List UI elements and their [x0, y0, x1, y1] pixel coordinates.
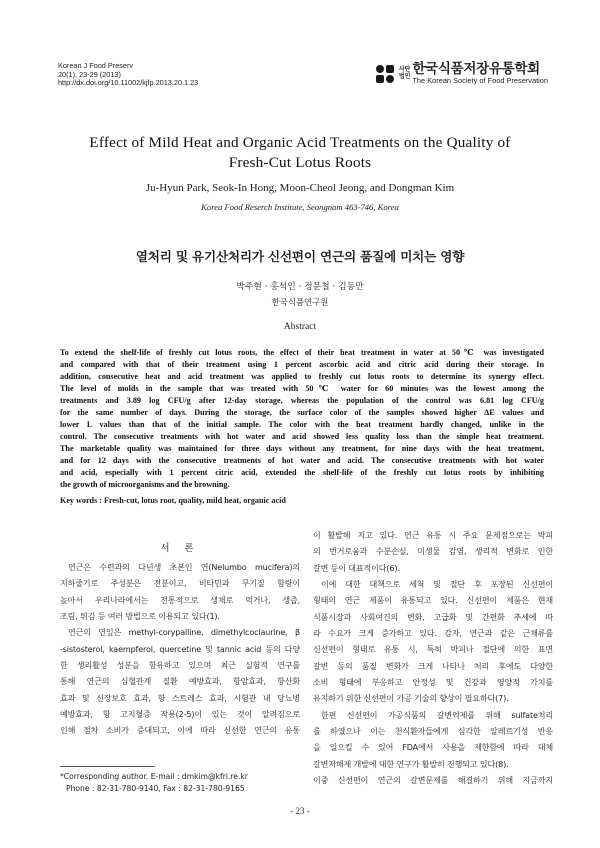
body-text-line: 을 일으킬 수 있어 FDA에서 사용을 제한함에 따라 대체 [313, 743, 553, 753]
body-text-line: 신선편이 형태로 유통 시, 특히 박피나 절단에 의한 표면 [313, 645, 553, 655]
footnote-contact: *Corresponding author. E-mail : dmkim@kfri.re.kr [60, 772, 248, 781]
body-text-line: 라 수요가 크게 증가하고 있다. 감자, 연근과 같은 근채류를 [313, 629, 553, 639]
body-text-line: 예방효과, 항 고지혈증 작용(2-5)이 있는 것이 알려짐으로 [60, 710, 300, 720]
body-text-line: 이에 대한 대책으로 세척 및 절단 후 포장된 신선편이 [321, 580, 553, 590]
paper-title-ko: 열처리 및 유기산처리가 신선편이 연근의 품질에 미치는 영향 [135, 249, 465, 264]
journal-doi: http://dx.doi.org/10.11002/kjfp.2013.20.1.23 [58, 78, 199, 88]
abstract-line: The marketable quality was maintained for three days without any treatment, for nine days with the heat treatment, [60, 444, 544, 453]
society-name-ko: 한국식품저장유통학회 [412, 61, 540, 77]
body-text-line: 통해 연근의 심혈관계 질환 예방효과, 항암효과, 항산화 [60, 677, 300, 687]
authors-ko: 박주현 · 홍석인 · 정문철 · 김동만 [236, 282, 364, 292]
body-text-line: 효과 및 신장보호 효과, 항 스트레스 효과, 시험관 내 당뇨병 [60, 693, 300, 703]
body-text-line: 연근의 연잎은 methyl-corypalline, dimethylcoclaurine, β [68, 628, 300, 638]
body-text-line: 갈변 등의 품질 변화가 크게 나타나 처리 후에도 다양한 [313, 661, 553, 671]
body-text-line: 이중 신선편이 연근의 갈변문제를 해결하기 위해 지금까지 [313, 776, 553, 786]
abstract-line: and acid, especially with 1 percent citric acid, extended the shelf-life of the freshly cut lotus roots by inhibiting [60, 468, 544, 477]
page-number: - 23 - [290, 806, 310, 816]
abstract-line: control. The consecutive treatments with hot water and acid showed less quality loss than the simple heat treatment. [60, 432, 544, 441]
affiliation-en: Korea Food Reserch Institute, Seongnam 463-746, Korea [201, 202, 399, 212]
keywords: Key words : Fresh-cut, lotus root, quality, mild heat, organic acid [60, 496, 286, 505]
paper-title [0, 133, 600, 173]
body-text-line: 형태의 연근 제품이 유통되고 있다. 신선편이 제품은 현재 [313, 596, 553, 606]
body-text-line: 의 번거로움과 수분손실, 미생물 감염, 생리적 변화로 인한 [313, 547, 553, 557]
journal-name: Korean J Food Preserv [58, 61, 134, 70]
body-text-line: 인해 점차 소비가 증대되고, 이에 따라 신선한 연근의 유통 [60, 726, 300, 736]
affiliation-ko: 한국식품연구원 [271, 297, 329, 307]
body-text-line: 이 활발해 지고 있다. 연근 유통 시 주요 문제점으로는 박피 [313, 531, 553, 540]
paper-title-line1: Effect of Mild Heat and Organic Acid Treatments on the Quality of [89, 134, 511, 151]
body-text-line: 를 하였으나 이는 천식환자들에게 심각한 알레르기성 반응 [313, 727, 553, 737]
paper-title-line2: Fresh-Cut Lotus Roots [228, 154, 372, 171]
section-heading-introduction: 서 론 [160, 543, 200, 554]
society-logo-block [374, 62, 548, 85]
footnote-divider [60, 766, 155, 767]
body-text-line: -sistosterol, kaempferol, quercetine 및 tannic acid 등의 다양 [60, 644, 300, 654]
body-text-line: 한 생리활성 성분을 함유하고 있으며 최근 실험적 연구를 [60, 661, 300, 671]
footnote [60, 771, 248, 794]
authors-en: Ju-Hyun Park, Seok-In Hong, Moon-Cheol Jeong, and Dongman Kim [145, 182, 455, 194]
society-logo-icon [374, 63, 396, 85]
journal-volume: 20(1), 23-29 (2013) [58, 69, 121, 79]
body-text-line: 갈변저해제 개발에 대한 연구가 활발히 진행되고 있다(8). [313, 759, 509, 769]
abstract-line: lower L values than that of the initial sample. The color with the heat treatment hardly changed, unlike in the [60, 420, 544, 429]
body-column-left [60, 560, 300, 740]
abstract-line: and for 12 days with the consecutive treatments of hot water and acid. The consecutive treatments with hot water [60, 456, 544, 465]
abstract-line: for the same number of days. During the storage, the surface color of the samples showed higher ΔE values and [60, 408, 544, 417]
abstract-body [60, 347, 544, 491]
abstract-line: The level of molds in the sample that was treated with 50℃ water for 60 minutes was the lowest among the [60, 384, 544, 393]
journal-info [58, 62, 198, 88]
body-text-line: 연근은 수련과의 다년생 초본인 연(Nelumbo mucifera)의 [68, 563, 300, 572]
body-text-line: 소비 형태에 부응하고 안정성 및 건강과 영양적 가치를 [313, 678, 553, 688]
body-text-line: 식품시장과 사회여건의 변화, 고급화 및 간편화 추세에 따 [313, 612, 553, 622]
abstract-line: the growth of microorganisms and the browning. [60, 480, 230, 489]
footnote-phone: Phone : 82-31-780-9140, Fax : 82-31-780-9165 [66, 783, 245, 793]
abstract-line: To extend the shelf-life of freshly cut lotus roots, the effect of their heat treatment in water at 50℃ was investigated [60, 348, 544, 357]
body-text-line: 갈변 등이 대표적이다(6). [313, 563, 400, 573]
body-text-line: 유지하기 위한 신선편이 가공 기술의 향상이 필요하다(7). [313, 694, 509, 704]
body-column-right [313, 528, 553, 790]
society-tag-line1: 사단 [398, 65, 411, 73]
society-tag-line2: 법인 [398, 72, 411, 80]
body-text-line: 조림, 튀김 등 여러 방법으로 이용되고 있다(1). [60, 612, 220, 622]
society-name-en: The Korean Society of Food Preservation [412, 76, 548, 85]
abstract-line: addition, consecutive heat and acid treatment was applied to freshly cut lotus roots to determine its synergy effect. [60, 372, 544, 381]
abstract-line: treatments and 3.89 log CFU/g after 12-day storage, whereas the population of the control was 6.81 log CFU/g [60, 396, 544, 405]
abstract-line: and compared with that of their treatment using 1 percent ascorbic acid and citric acid during their storage. In [60, 360, 544, 369]
body-text-line: 한편 신선편이 가공식품의 갈변억제를 위해 sulfate처리 [321, 710, 553, 720]
abstract-heading: Abstract [283, 322, 317, 332]
body-text-line: 높아서 우리나라에서는 전통적으로 생채로 먹거나, 생즙, [60, 595, 300, 605]
body-text-line: 지하줄기로 주성분은 전분이고, 비타민과 무기질 함량이 [60, 579, 300, 589]
society-tag [399, 67, 411, 80]
